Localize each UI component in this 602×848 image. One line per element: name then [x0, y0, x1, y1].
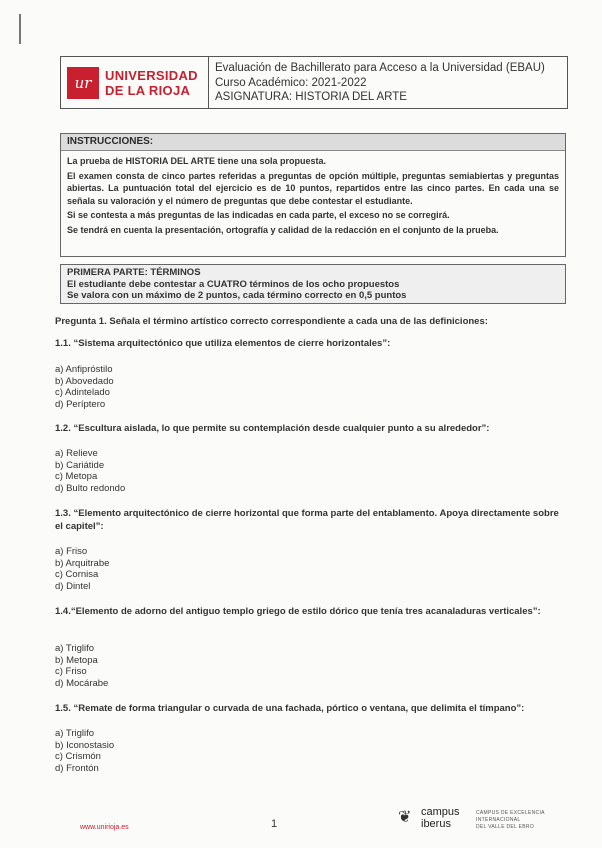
item-title: 1.2. “Escultura aislada, lo que permite su contemplación desde cualquier punto a su alrededor”: [55, 423, 490, 434]
part-line1: El estudiante debe contestar a CUATRO términos de los ocho propuestos [67, 278, 400, 290]
option: b) Cariátide [55, 459, 105, 471]
instructions-p2: El examen consta de cinco partes referidas a preguntas de opción múltiple, preguntas semiabiertas y preguntas abiertas. La puntuación total del ejercicio es de 10 puntos, repartidos entre las cinco partes. En cada una se señala su valoración y el número de preguntas que debe contestar el estudiante. [67, 170, 559, 206]
option: c) Crismón [55, 751, 101, 763]
campus-emblem-icon: ❦ [398, 809, 412, 826]
option: b) Iconostasio [55, 739, 115, 751]
campus-tag-line2: INTERNACIONAL [476, 817, 521, 823]
course-year: Curso Académico: 2021-2022 [215, 76, 367, 89]
item-title: 1.1. “Sistema arquitectónico que utiliza elementos de cierre horizontales”: [55, 338, 391, 349]
part-title: PRIMERA PARTE: TÉRMINOS [67, 267, 201, 278]
exam-header [60, 56, 568, 109]
university-name-line2: DE LA RIOJA [105, 82, 191, 98]
option: a) Triglifo [55, 728, 95, 739]
option: b) Metopa [55, 654, 98, 666]
instructions-p1: La prueba de HISTORIA DEL ARTE tiene una sola propuesta. [67, 156, 327, 166]
part-box [60, 264, 566, 304]
option: c) Friso [55, 666, 87, 678]
instructions-heading: INSTRUCCIONES: [61, 134, 565, 151]
instructions-box [60, 133, 566, 257]
item-options [55, 448, 566, 495]
option: c) Metopa [55, 471, 98, 483]
option: d) Frontón [55, 763, 99, 775]
option: a) Triglifo [55, 643, 95, 654]
item-options [55, 728, 566, 775]
option: a) Anfipróstilo [55, 364, 113, 375]
university-url: www.unirioja.es [80, 824, 129, 831]
item-options [55, 643, 566, 690]
option: b) Arquitrabe [55, 557, 110, 569]
university-emblem-icon: ur [67, 67, 99, 99]
option: c) Cornisa [55, 569, 99, 581]
university-logo [61, 57, 209, 108]
item-title: 1.3. “Elemento arquitectónico de cierre horizontal que forma parte del entablamento. Apoya directamente sobre el capitel”: [55, 508, 559, 532]
campus-tagline [476, 810, 545, 831]
page-number: 1 [271, 818, 278, 830]
option: d) Mocárabe [55, 678, 109, 690]
option: d) Dintel [55, 581, 91, 593]
campus-name-line2: iberus [421, 818, 451, 830]
option: d) Bulto redondo [55, 483, 126, 495]
question-intro: Pregunta 1. Señala el término artístico correcto correspondiente a cada una de las definiciones: [55, 316, 488, 327]
subject-name: ASIGNATURA: HISTORIA DEL ARTE [215, 91, 407, 103]
option: a) Relieve [55, 448, 98, 459]
exam-title: Evaluación de Bachillerato para Acceso a la Universidad (EBAU) [215, 62, 545, 74]
option: d) Períptero [55, 399, 106, 411]
campus-tag-line3: DEL VALLE DEL EBRO [476, 824, 535, 830]
option: c) Adintelado [55, 387, 110, 399]
option: b) Abovedado [55, 375, 114, 387]
option: a) Friso [55, 546, 88, 557]
item-title: 1.4.“Elemento de adorno del antiguo templo griego de estilo dórico que tenía tres acanaladuras verticales”: [55, 606, 541, 617]
university-name-line1: UNIVERSIDAD [105, 67, 198, 83]
campus-iberus-logo [398, 806, 460, 830]
campus-name-line1: campus [421, 806, 460, 818]
margin-mark [19, 14, 21, 44]
item-options [55, 364, 566, 411]
item-title: 1.5. “Remate de forma triangular o curvada de una fachada, pórtico o ventana, que delimita el tímpano”: [55, 703, 525, 714]
instructions-p3: Si se contesta a más preguntas de las indicadas en cada parte, el exceso no se corregirá. [67, 210, 450, 220]
instructions-p4: Se tendrá en cuenta la presentación, ortografía y calidad de la redacción en el conjunto de la prueba. [67, 224, 499, 235]
part-line2: Se valora con un máximo de 2 puntos, cada término correcto en 0,5 puntos [67, 290, 407, 301]
item-options [55, 546, 566, 593]
campus-tag-line1: CAMPUS DE EXCELENCIA [476, 810, 545, 816]
